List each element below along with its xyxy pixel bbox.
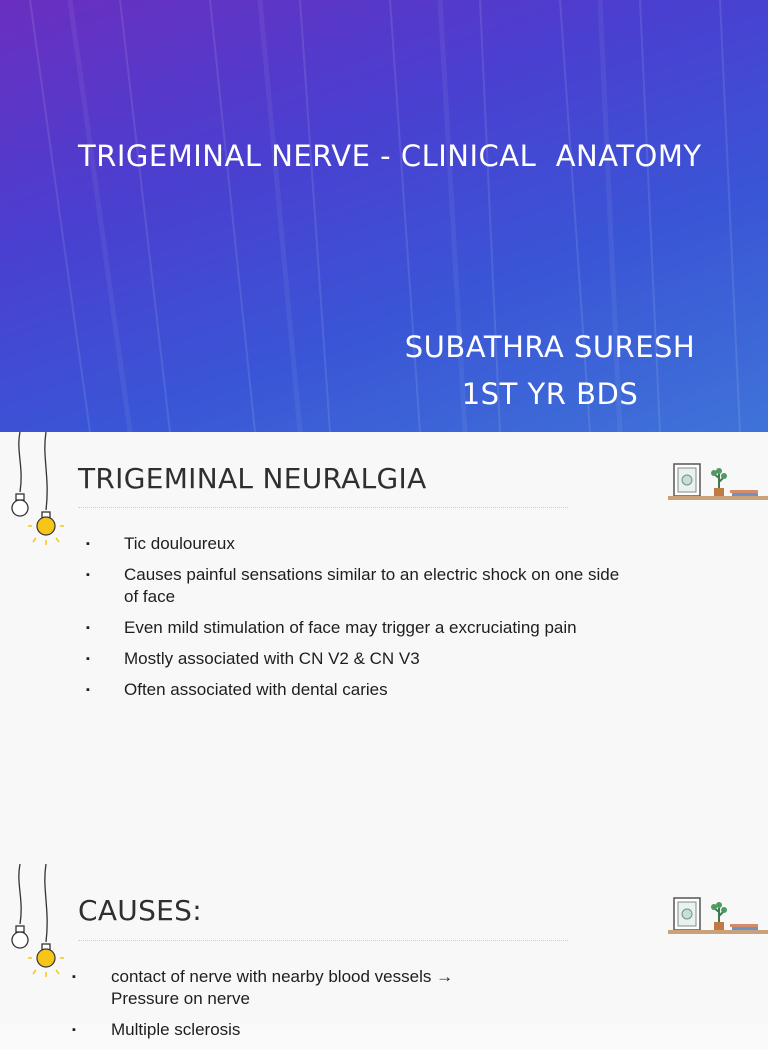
slide-title: CAUSES: — [78, 894, 202, 927]
author-detail: 1ST YR BDS — [461, 377, 639, 411]
hanging-lightbulbs-icon — [6, 432, 70, 552]
author-block — [380, 324, 720, 418]
bullet-text: Mostly associated with CN V2 & CN V3 — [124, 649, 420, 668]
title-divider — [78, 507, 568, 508]
bullet-list — [72, 966, 512, 1050]
neuralgia-slide — [0, 432, 768, 864]
bullet-text: Multiple sclerosis — [111, 1020, 241, 1039]
bullet-text: Even mild stimulation of face may trigger a excruciating pain — [124, 618, 577, 637]
picture-frame-shelf-icon — [668, 894, 768, 938]
title-divider — [78, 940, 568, 941]
causes-slide — [0, 864, 768, 1039]
bullet-text: Often associated with dental caries — [124, 680, 388, 699]
bullet-text: Tic douloureux — [124, 534, 235, 553]
hanging-lightbulbs-icon — [6, 864, 70, 984]
presentation-title: TRIGEMINAL NERVE - CLINICAL ANATOMY — [78, 139, 702, 173]
list-item: ▪ Often associated with dental caries — [86, 680, 388, 699]
list-item: ▪ Even mild stimulation of face may trigger a excruciating pain — [86, 618, 577, 637]
list-item: ▪ Tic douloureux — [86, 534, 235, 553]
bullet-text: Causes painful sensations similar to an electric shock on one side of face — [124, 565, 620, 606]
title-slide — [0, 0, 768, 432]
list-item: ▪ Mostly associated with CN V2 & CN V3 — [86, 649, 420, 668]
slide-title: TRIGEMINAL NEURALGIA — [78, 462, 427, 495]
list-item: ▪ contact of nerve with nearby blood vessels → Pressure on nerve — [72, 967, 454, 1008]
picture-frame-shelf-icon — [668, 460, 768, 504]
bullet-list — [86, 533, 626, 710]
list-item: ▪ Multiple sclerosis — [72, 1020, 241, 1039]
author-name: SUBATHRA SURESH — [404, 330, 696, 364]
list-item: ▪ Causes painful sensations similar to an electric shock on one side of face — [86, 565, 620, 606]
bullet-text: contact of nerve with nearby blood vessels → Pressure on nerve — [111, 967, 454, 1008]
